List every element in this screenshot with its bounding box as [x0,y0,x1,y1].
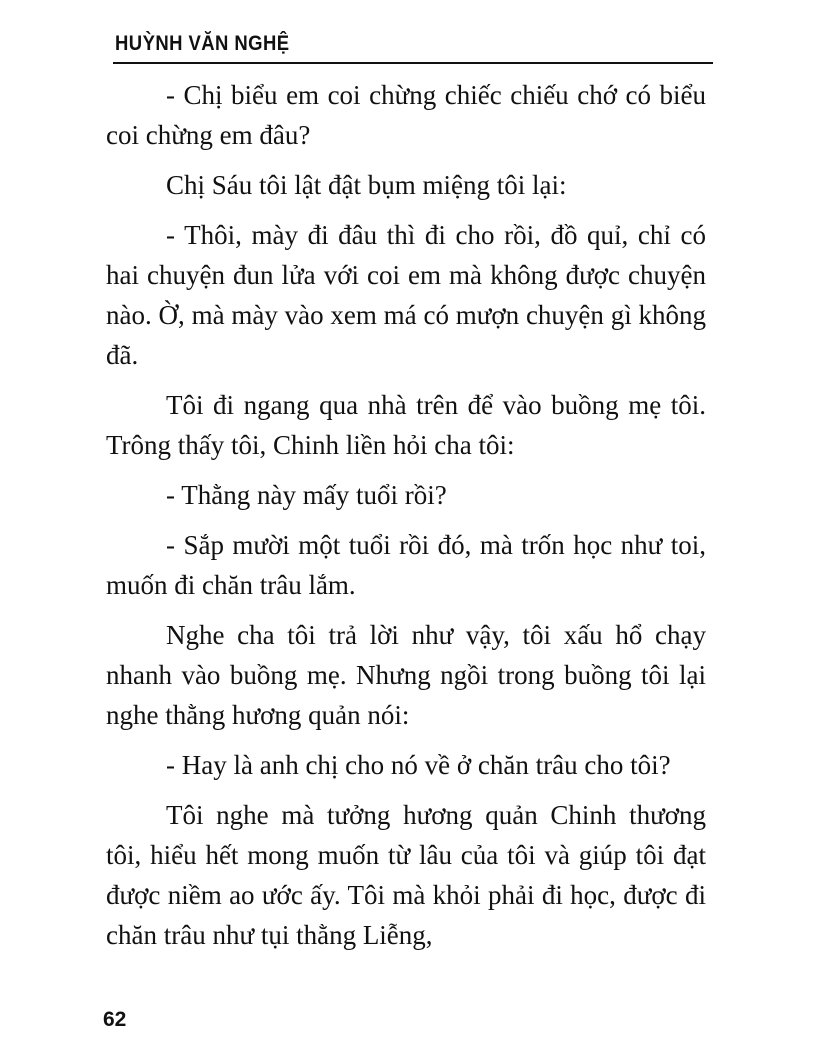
paragraph-narration: Tôi nghe mà tưởng hương quản Chinh thương tôi, hiểu hết mong muốn từ lâu của tôi và giúp tôi đạt được niềm ao ước ấy. Tôi mà khỏi phải đi học, được đi chăn trâu như tụi thằng Liễng, [106,800,706,950]
page-body [106,75,706,965]
paragraph-dialog: - Thằng này mấy tuổi rồi? [166,480,447,510]
paragraph-dialog: - Sắp mười một tuổi rồi đó, mà trốn học như toi, muốn đi chăn trâu lắm. [106,530,706,600]
paragraph-narration: Chị Sáu tôi lật đật bụm miệng tôi lại: [166,170,567,200]
paragraph-dialog: - Chị biểu em coi chừng chiếc chiếu chớ có biểu coi chừng em đâu? [106,80,706,150]
paragraph-narration: Tôi đi ngang qua nhà trên để vào buồng mẹ tôi. Trông thấy tôi, Chinh liền hỏi cha tôi: [106,390,706,460]
page-number: 62 [103,1008,127,1031]
paragraph-narration: Nghe cha tôi trả lời như vậy, tôi xấu hổ chạy nhanh vào buồng mẹ. Nhưng ngồi trong buồng tôi lại nghe thằng hương quản nói: [106,620,706,730]
author-name: HUỲNH VĂN NGHỆ [115,32,290,55]
paragraph-dialog: - Thôi, mày đi đâu thì đi cho rồi, đồ quỉ, chỉ có hai chuyện đun lửa với coi em mà không được chuyện nào. Ờ, mà mày vào xem má có mượn chuyện gì không đã. [106,220,706,370]
running-header [113,22,713,64]
paragraph-dialog: - Hay là anh chị cho nó về ở chăn trâu cho tôi? [166,750,671,780]
